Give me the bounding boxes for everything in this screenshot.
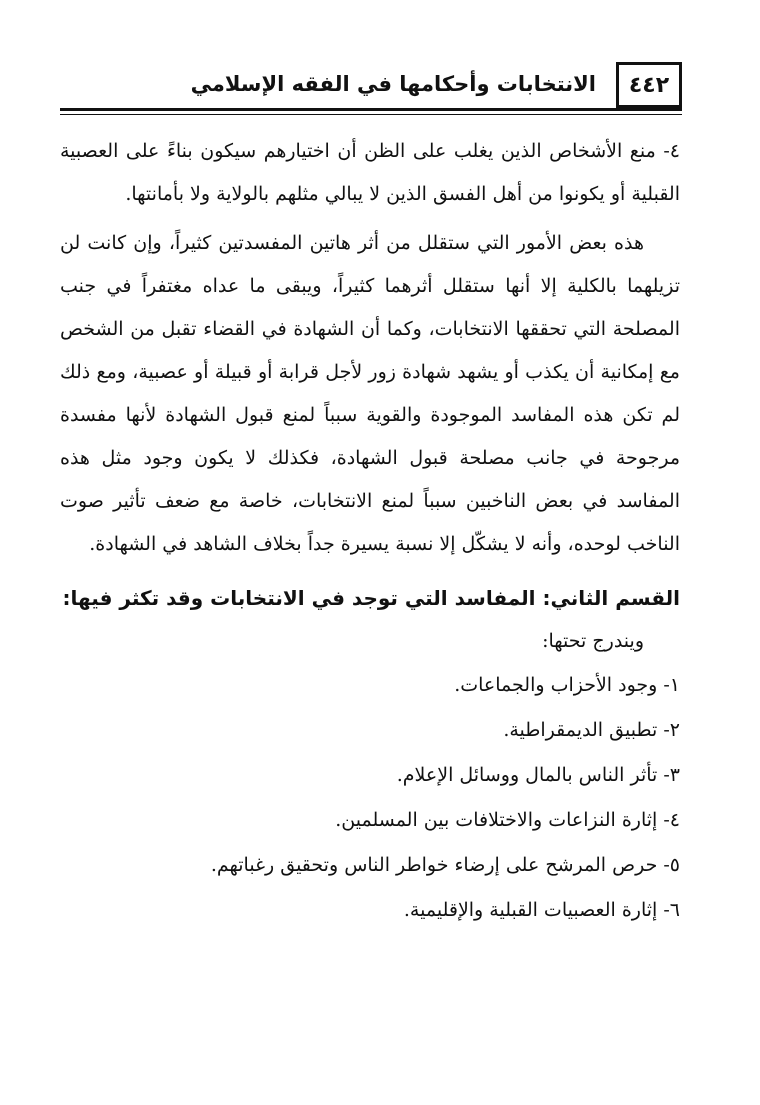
list-item: ٦- إثارة العصبيات القبلية والإقليمية.	[403, 899, 680, 921]
list-item: ٣- تأثر الناس بالمال ووسائل الإعلام.	[396, 764, 680, 786]
list-intro: ويندرج تحتها:	[542, 630, 644, 652]
harms-list	[60, 663, 680, 933]
list-item: ٢- تطبيق الديمقراطية.	[503, 719, 680, 741]
body-paragraph: هذه بعض الأمور التي ستقلل من أثر هاتين المفسدتين كثيراً، وإن كانت لن تزيلهما بالكلية إلا أنها ستقلل أثرهما كثيراً، ويبقى ما عداه مغتفراً في جنب المصلحة التي تحققها الانتخابات، وكما أن الشهادة في القضاء تقبل من الشخص مع إمكانية أن يكذب أو يشهد شهادة زور لأجل قرابة أو قبيلة أو عصبية، ومع ذلك لم تكن هذه المفاسد الموجودة والقوية سبباً لمنع قبول الشهادة لأنها مفسدة مرجوحة في جانب مصلحة قبول الشهادة، فكذلك لا يكون وجود مثل هذه المفاسد في بعض الناخبين سبباً لمنع الانتخابات، خاصة مع ضعف تأثير صوت الناخب لوحده، وأنه لا يشكّل إلا نسبة يسيرة جداً بخلاف الشاهد في الشهادة.	[60, 232, 680, 555]
list-item: ١- وجود الأحزاب والجماعات.	[454, 674, 680, 696]
numbered-point-4: ٤- منع الأشخاص الذين يغلب على الظن أن اختيارهم سيكون بناءً على العصبية القبلية أو يكونوا من أهل الفسق الذين لا يبالي مثلهم بالولاية ولا بأمانتها.	[60, 140, 680, 205]
section-heading: القسم الثاني: المفاسد التي توجد في الانتخابات وقد تكثر فيها:	[62, 586, 680, 610]
header-divider	[60, 108, 682, 111]
list-item: ٤- إثارة النزاعات والاختلافات بين المسلمين.	[335, 809, 680, 831]
page-body	[60, 130, 680, 933]
page-header	[60, 62, 682, 114]
running-title: الانتخابات وأحكامها في الفقه الإسلامي	[190, 72, 596, 96]
header-divider-thin	[60, 114, 682, 115]
list-item: ٥- حرص المرشح على إرضاء خواطر الناس وتحقيق رغباتهم.	[210, 854, 680, 876]
page-number: ٤٤٢	[616, 62, 682, 108]
